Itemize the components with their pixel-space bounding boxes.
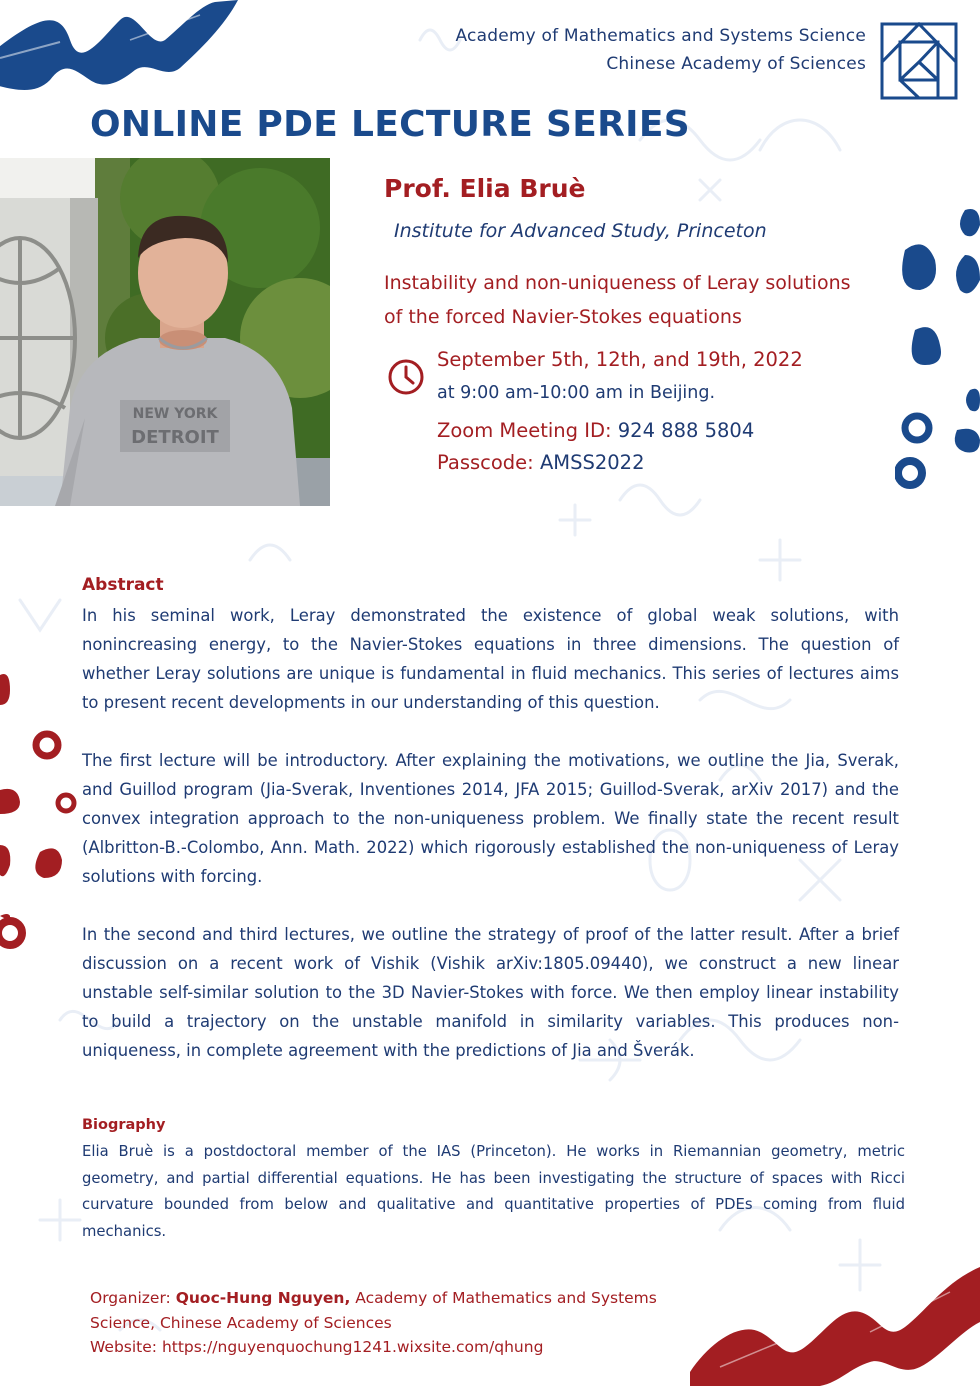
passcode-label: Passcode: xyxy=(437,451,540,474)
institute-line-1: Academy of Mathematics and Systems Science xyxy=(455,26,866,46)
organizer-line-1 xyxy=(90,1286,690,1311)
series-title: ONLINE PDE LECTURE SERIES xyxy=(90,104,690,145)
speaker-affiliation: Institute for Advanced Study, Princeton xyxy=(394,220,767,242)
speaker-photo xyxy=(0,158,330,506)
organizer-label: Organizer: xyxy=(90,1289,176,1307)
passcode xyxy=(437,451,645,474)
clock-icon xyxy=(387,358,425,396)
institute-line-2: Chinese Academy of Sciences xyxy=(606,54,866,74)
speaker-name: Prof. Elia Bruè xyxy=(384,174,586,203)
biography-heading: Biography xyxy=(82,1117,166,1133)
talk-title xyxy=(384,266,914,334)
abstract-paragraph-2: The first lecture will be introductory. After explaining the motivations, we outline the Jia, Sverak, and Guillod program (Jia-Sverak, Inventiones 2014, JFA 2015; Guillod-Sverak, arXiv 2017) and the convex integration approach to the non-uniqueness problem. We finally state the recent result (Albritton-B.-Colombo, Ann. Math. 2022) which rigorously established the non-uniqueness of Leray solutions with forcing. xyxy=(82,751,899,886)
shirt-text-1: NEW YORK xyxy=(132,406,218,422)
lecture-time: at 9:00 am-10:00 am in Beijing. xyxy=(437,383,716,403)
organizer-name: Quoc-Hung Nguyen, xyxy=(175,1289,351,1307)
abstract-heading: Abstract xyxy=(82,575,164,595)
zoom-label: Zoom Meeting ID: xyxy=(437,419,618,442)
paint-dots xyxy=(895,200,980,500)
abstract-paragraph-1: In his seminal work, Leray demonstrated the existence of global weak solutions, with nonincreasing energy, to the Navier-Stokes equations in three dimensions. The question of whether Leray solutions are unique is fundamental in fluid mechanics. This series of lectures aims to present recent developments in our understanding of this question. xyxy=(82,606,899,712)
brush-stroke-red xyxy=(690,1262,980,1386)
brush-stroke-blue xyxy=(0,0,300,100)
biography-text: Elia Bruè is a postdoctoral member of the IAS (Princeton). He works in Riemannian geometry, metric geometry, and partial differential equations. He has been investigating the structure of spaces with Ricci curvature bounded from below and qualitative and quantitative properties of PDEs coming from fluid mechanics. xyxy=(82,1143,905,1240)
abstract-paragraph-3: In the second and third lectures, we outline the strategy of proof of the latter result. After a brief discussion on a recent work of Vishik (Vishik arXiv:1805.09440), we construct a new linear unstable self-similar solution to the 3D Navier-Stokes with force. We then employ linear instability to build a trajectory on the unstable manifold in similarity variables. This produces non-uniqueness, in complete agreement with the predictions of Jia and Šverák. xyxy=(82,925,899,1060)
institute-name xyxy=(456,22,866,78)
abstract-body xyxy=(82,601,899,1094)
zoom-id-value: 924 888 5804 xyxy=(617,419,755,442)
passcode-value: AMSS2022 xyxy=(539,451,645,474)
website-link[interactable]: https://nguyenquochung1241.wixsite.com/qhung xyxy=(161,1338,544,1356)
shirt-text-2: DETROIT xyxy=(131,427,219,448)
paint-dots-red xyxy=(0,670,90,960)
organizer-affiliation-1: Academy of Mathematics and Systems xyxy=(350,1289,657,1307)
logo-icon xyxy=(880,22,958,100)
organizer-website-line xyxy=(90,1335,690,1360)
lecture-dates: September 5th, 12th, and 19th, 2022 xyxy=(437,348,803,371)
zoom-meeting-id xyxy=(437,419,754,442)
organizer-affiliation-2: Science, Chinese Academy of Sciences xyxy=(90,1313,392,1332)
talk-title-line-1: Instability and non-uniqueness of Leray solutions xyxy=(384,272,851,294)
talk-title-line-2: of the forced Navier-Stokes equations xyxy=(384,306,742,328)
organizer-info xyxy=(90,1286,690,1360)
website-label: Website: xyxy=(90,1338,162,1356)
